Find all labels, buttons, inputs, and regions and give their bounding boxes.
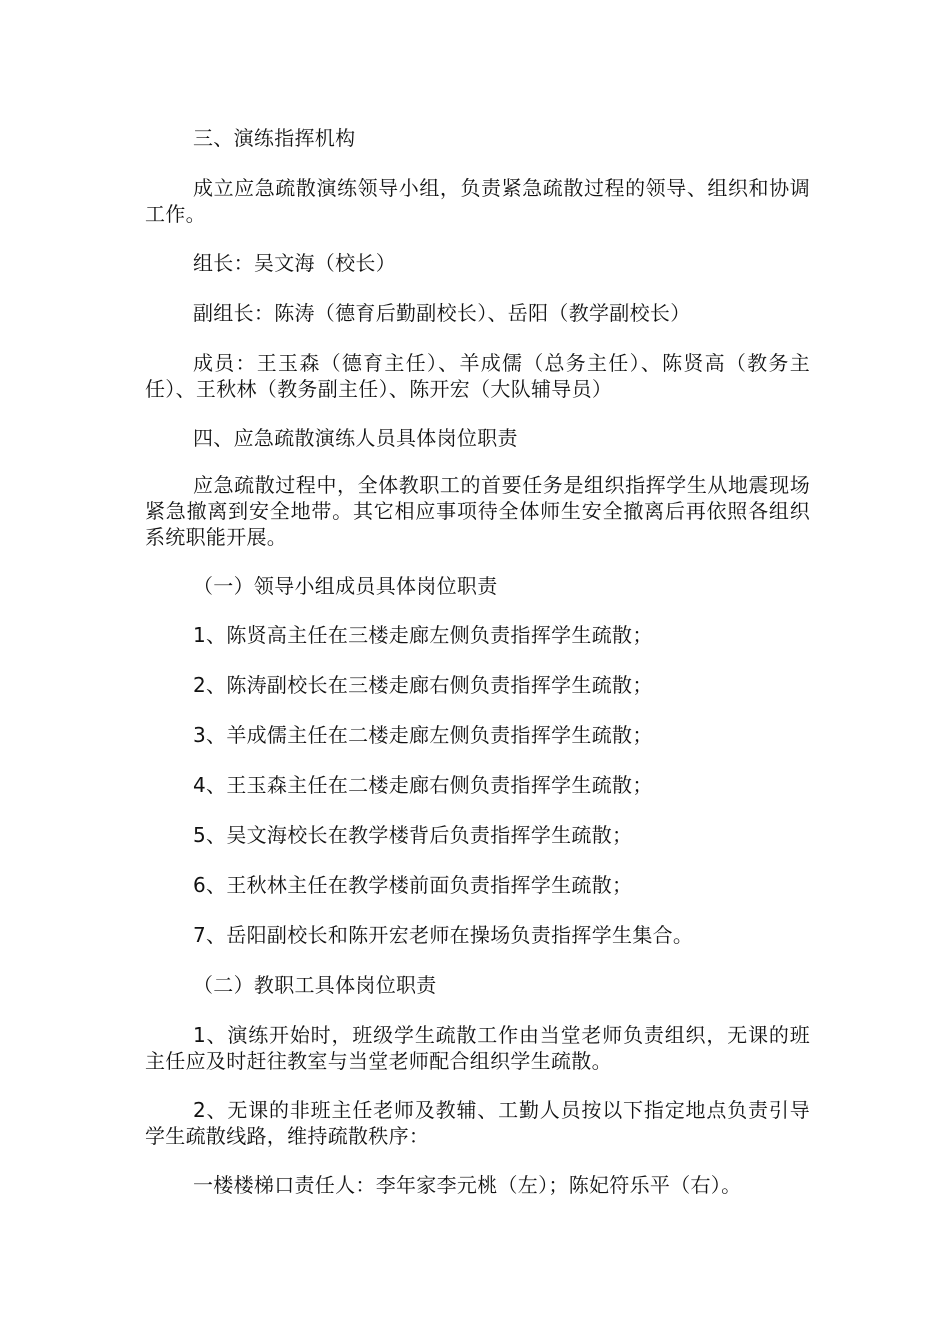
list-item-duty-6: 6、王秋林主任在教学楼前面负责指挥学生疏散；: [193, 873, 633, 897]
list-item-duty-4: 4、王玉森主任在二楼走廊右侧负责指挥学生疏散；: [193, 773, 653, 797]
list-item-staff-2: 2、无课的非班主任老师及教辅、工勤人员按以下指定地点负责引导学生疏散线路，维持疏散秩序：: [145, 1098, 810, 1148]
paragraph-deputy-leader: 副组长：陈涛（德育后勤副校长）、岳阳（教学副校长）: [193, 301, 691, 325]
subsection-heading-2: （二）教职工具体岗位职责: [193, 973, 437, 997]
list-item-duty-7: 7、岳阳副校长和陈开宏老师在操场负责指挥学生集合。: [193, 923, 694, 947]
paragraph-evacuation-task: 应急疏散过程中，全体教职工的首要任务是组织指挥学生从地震现场紧急撤离到安全地带。其它相应事项待全体师生安全撤离后再依照各组织系统职能开展。: [145, 473, 810, 549]
paragraph-leadership-group: 成立应急疏散演练领导小组，负责紧急疏散过程的领导、组织和协调工作。: [145, 176, 810, 226]
list-item-duty-5: 5、吴文海校长在教学楼背后负责指挥学生疏散；: [193, 823, 633, 847]
list-item-duty-3: 3、羊成儒主任在二楼走廊左侧负责指挥学生疏散；: [193, 723, 653, 747]
paragraph-stairwell-responsible: 一楼楼梯口责任人：李年家李元桃（左）；陈妃符乐平（右）。: [193, 1173, 742, 1197]
list-item-duty-1: 1、陈贤高主任在三楼走廊左侧负责指挥学生疏散；: [193, 623, 653, 647]
subsection-heading-1: （一）领导小组成员具体岗位职责: [193, 574, 498, 598]
list-item-duty-2: 2、陈涛副校长在三楼走廊右侧负责指挥学生疏散；: [193, 673, 653, 697]
paragraph-members: 成员：王玉森（德育主任）、羊成儒（总务主任）、陈贤高（教务主任）、王秋林（教务副主任）、陈开宏（大队辅导员）: [145, 351, 810, 401]
list-item-staff-1: 1、演练开始时，班级学生疏散工作由当堂老师负责组织，无课的班主任应及时赶往教室与当堂老师配合组织学生疏散。: [145, 1023, 810, 1073]
section-heading-3: 三、演练指挥机构: [193, 126, 356, 150]
paragraph-group-leader: 组长：吴文海（校长）: [193, 251, 396, 275]
section-heading-4: 四、应急疏散演练人员具体岗位职责: [193, 426, 518, 450]
